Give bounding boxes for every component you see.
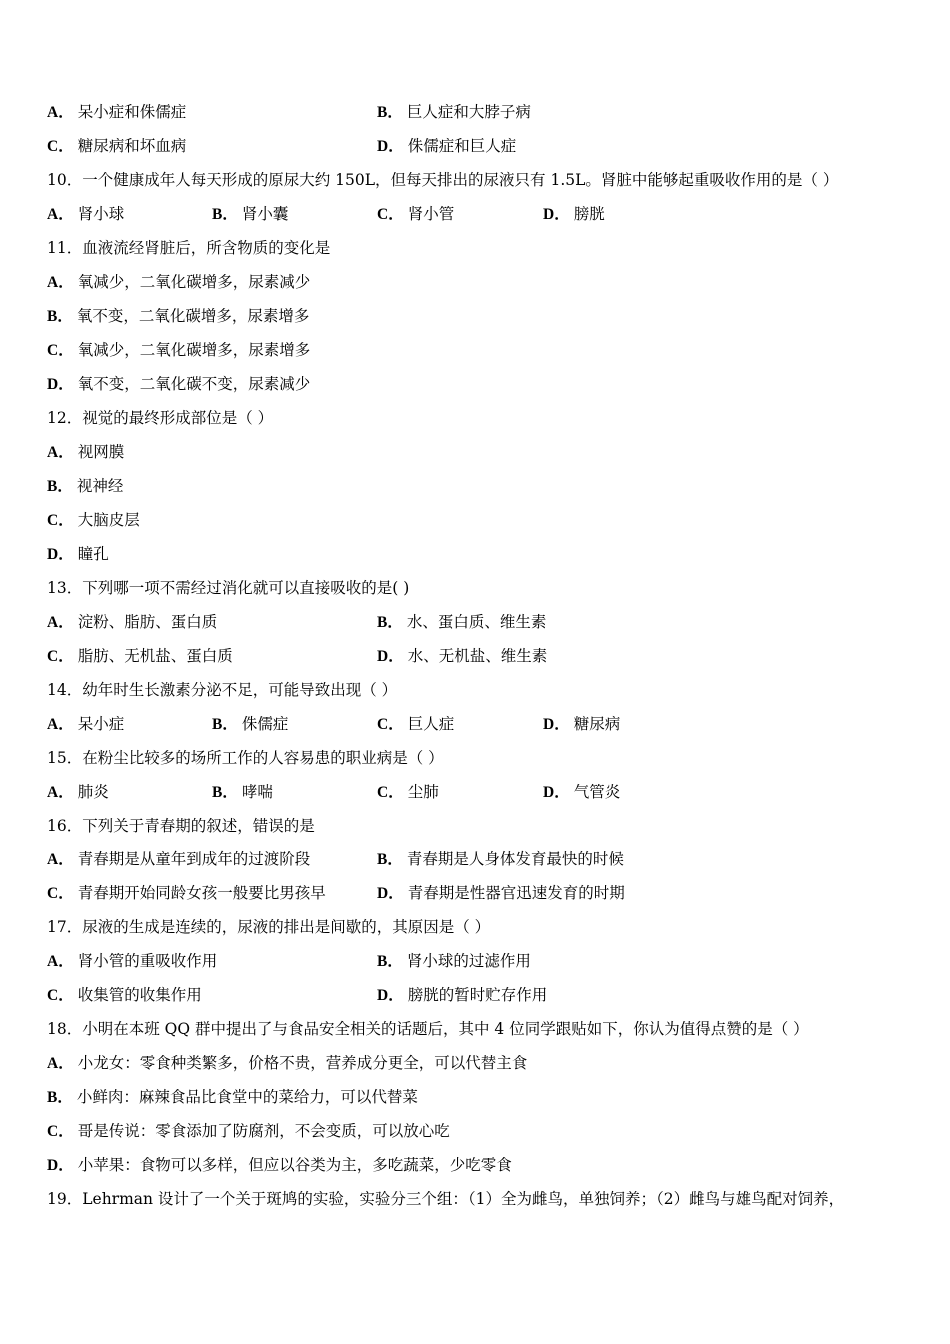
q18-option-c: C． 哥是传说：零食添加了防腐剂，不会变质，可以放心吃	[47, 1122, 450, 1140]
q9-option-a: A． 呆小症和侏儒症	[47, 103, 187, 121]
q13-option-c: C． 脂肪、无机盐、蛋白质	[47, 647, 233, 665]
q10-option-a: A． 肾小球	[47, 205, 125, 223]
q13-option-d: D． 水、无机盐、维生素	[377, 647, 548, 665]
q13-option-b: B． 水、蛋白质、维生素	[377, 613, 547, 631]
q10-option-d: D． 膀胱	[543, 205, 605, 223]
q9-option-d: D． 侏儒症和巨人症	[377, 137, 517, 155]
q16-option-a: A． 青春期是从童年到成年的过渡阶段	[47, 850, 311, 868]
q12-option-c: C． 大脑皮层	[47, 511, 140, 529]
q15-option-c: C． 尘肺	[377, 783, 439, 801]
q12-option-a: A． 视网膜	[47, 443, 125, 461]
q14-stem: 14．幼年时生长激素分泌不足，可能导致出现（ ）	[47, 681, 398, 699]
q18-stem: 18．小明在本班 QQ 群中提出了与食品安全相关的话题后，其中 4 位同学跟贴如下，你认为值得点赞的是（ ）	[47, 1020, 809, 1038]
q12-option-b: B． 视神经	[47, 477, 124, 495]
q16-stem: 16．下列关于青春期的叙述，错误的是	[47, 817, 315, 835]
q14-option-a: A． 呆小症	[47, 715, 125, 733]
q11-option-a: A． 氧减少，二氧化碳增多，尿素减少	[47, 273, 311, 291]
q13-stem: 13．下列哪一项不需经过消化就可以直接吸收的是( )	[47, 579, 410, 597]
q14-option-c: C． 巨人症	[377, 715, 455, 733]
q14-option-d: D． 糖尿病	[543, 715, 621, 733]
q16-option-d: D． 青春期是性器官迅速发育的时期	[377, 884, 625, 902]
q11-option-d: D． 氧不变，二氧化碳不变，尿素减少	[47, 375, 311, 393]
q9-option-c: C． 糖尿病和坏血病	[47, 137, 187, 155]
q16-option-b: B． 青春期是人身体发育最快的时候	[377, 850, 624, 868]
q11-option-c: C． 氧减少，二氧化碳增多，尿素增多	[47, 341, 311, 359]
q17-option-d: D． 膀胱的暂时贮存作用	[377, 986, 548, 1004]
q12-stem: 12．视觉的最终形成部位是（ ）	[47, 409, 274, 427]
q11-option-b: B． 氧不变，二氧化碳增多，尿素增多	[47, 307, 310, 325]
q17-option-b: B． 肾小球的过滤作用	[377, 952, 531, 970]
q17-stem: 17．尿液的生成是连续的，尿液的排出是间歇的，其原因是（ ）	[47, 918, 491, 936]
q15-option-a: A． 肺炎	[47, 783, 109, 801]
q10-option-b: B． 肾小囊	[212, 205, 289, 223]
q17-option-c: C． 收集管的收集作用	[47, 986, 202, 1004]
q13-option-a: A． 淀粉、脂肪、蛋白质	[47, 613, 218, 631]
q18-option-b: B． 小鲜肉：麻辣食品比食堂中的菜给力，可以代替菜	[47, 1088, 418, 1106]
q11-stem: 11．血液流经肾脏后，所含物质的变化是	[47, 239, 331, 257]
q10-stem: 10．一个健康成年人每天形成的原尿大约 150L，但每天排出的尿液只有 1.5L。肾脏中能够起重吸收作用的是（ ）	[47, 171, 839, 189]
q15-option-d: D． 气管炎	[543, 783, 621, 801]
q18-option-d: D． 小苹果：食物可以多样，但应以谷类为主，多吃蔬菜，少吃零食	[47, 1156, 512, 1174]
q15-stem: 15．在粉尘比较多的场所工作的人容易患的职业病是（ ）	[47, 749, 444, 767]
q10-option-c: C． 肾小管	[377, 205, 455, 223]
q15-option-b: B． 哮喘	[212, 783, 273, 801]
q16-option-c: C． 青春期开始同龄女孩一般要比男孩早	[47, 884, 326, 902]
q17-option-a: A． 肾小管的重吸收作用	[47, 952, 218, 970]
q12-option-d: D． 瞳孔	[47, 545, 109, 563]
q18-option-a: A． 小龙女：零食种类繁多，价格不贵，营养成分更全，可以代替主食	[47, 1054, 528, 1072]
q14-option-b: B． 侏儒症	[212, 715, 289, 733]
q9-option-b: B． 巨人症和大脖子病	[377, 103, 531, 121]
q19-stem: 19．Lehrman 设计了一个关于斑鸠的实验，实验分三个组：（1）全为雌鸟，单独饲养；（2）雌鸟与雄鸟配对饲养，	[47, 1190, 845, 1208]
